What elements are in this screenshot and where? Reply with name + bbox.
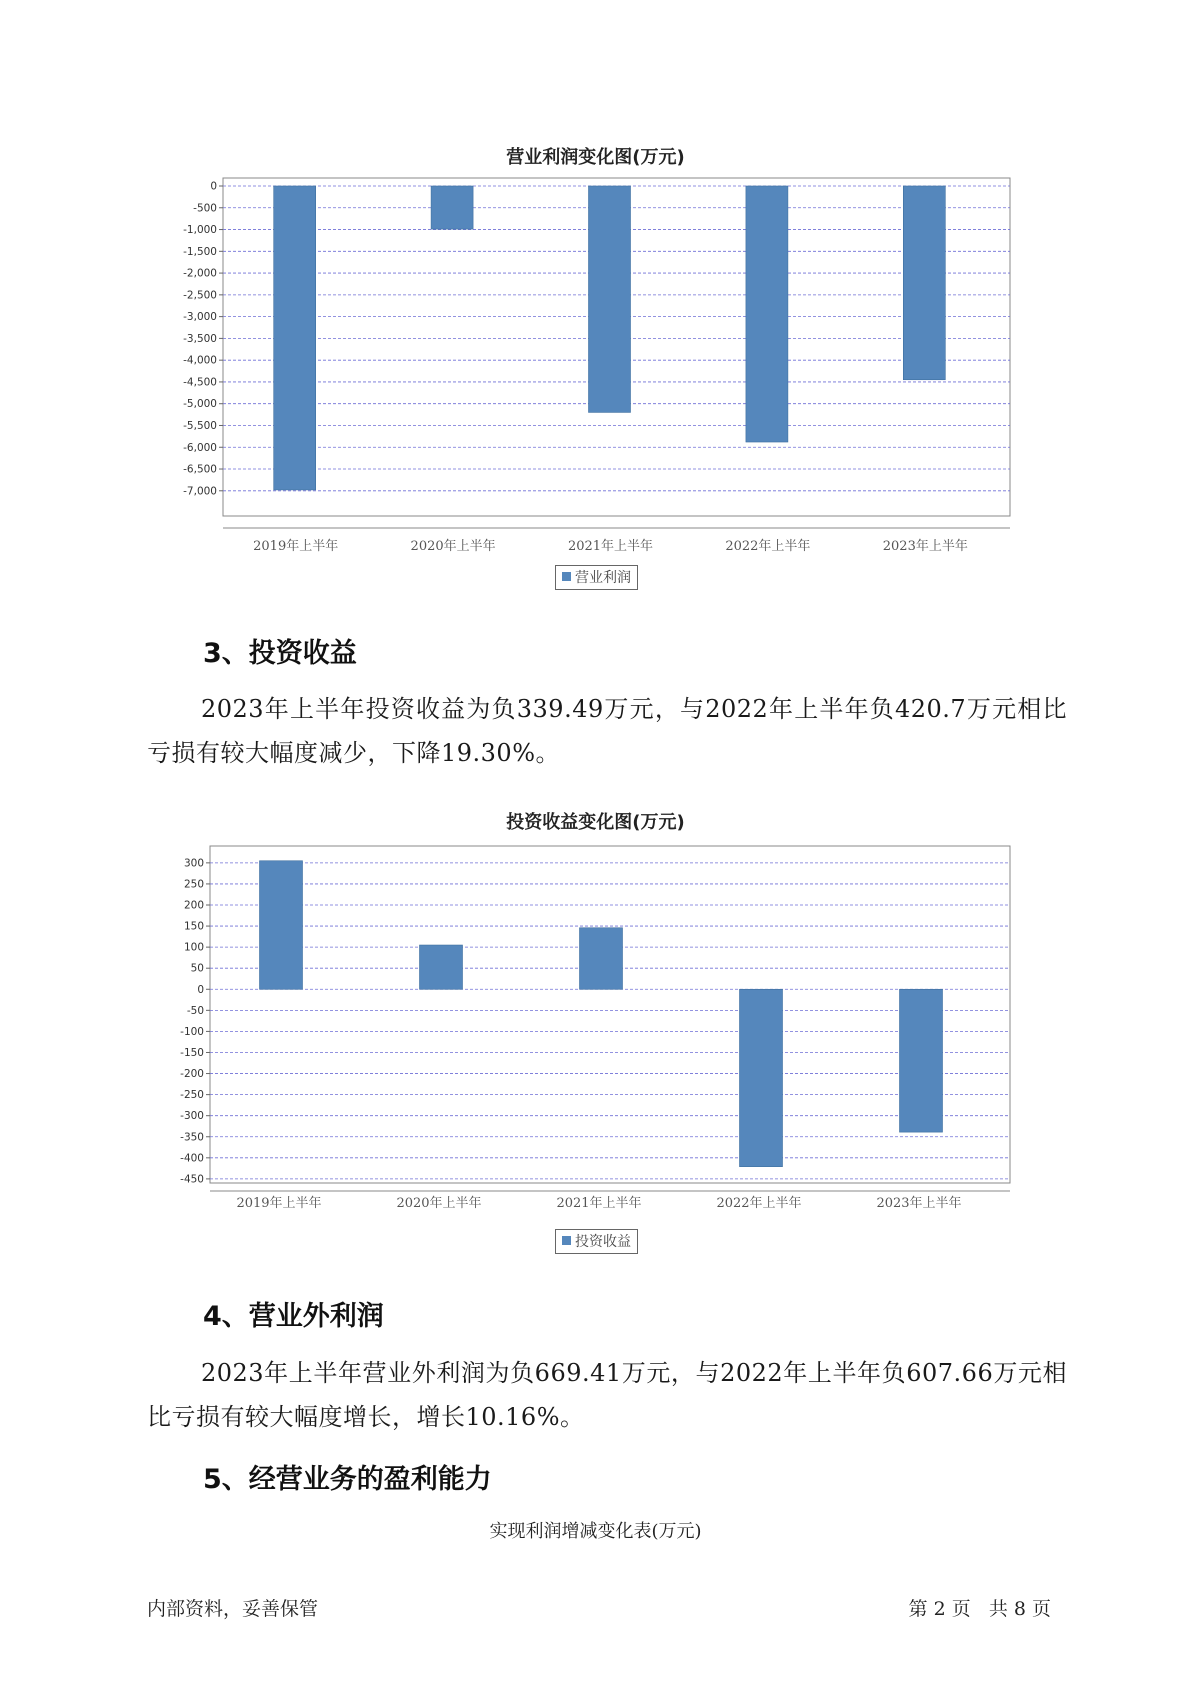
y-tick-label: -450 [180,1173,204,1186]
y-tick-label: -500 [193,202,217,215]
y-tick-label: -2,000 [183,267,217,280]
y-tick-label: -6,500 [183,463,217,476]
footer-confidential-note: 内部资料，妥善保管 [147,1598,319,1620]
y-tick-label: -3,500 [183,332,217,345]
y-tick-label: -4,500 [183,376,217,389]
y-tick-label: -200 [180,1068,204,1081]
y-tick-label: -4,000 [183,354,217,367]
category-label: 2019年上半年 [253,539,339,554]
y-tick-label: -6,000 [183,441,217,454]
section4-heading: 4、营业外利润 [203,1301,384,1332]
section3-paragraph: 2023年上半年投资收益为负339.49万元，与2022年上半年负420.7万元相比亏损有较大幅度减少，下降19.30%。 [147,695,1067,767]
section3-heading: 3、投资收益 [203,638,357,669]
y-tick-label: -5,000 [183,398,217,411]
category-label: 2023年上半年 [882,539,968,554]
chart2-title: 投资收益变化图(万元) [506,812,685,833]
y-tick-label: -7,000 [183,485,217,498]
bar [431,186,473,229]
chart2-investment-income [0,840,1191,1211]
bar [900,989,943,1132]
category-label: 2022年上半年 [716,1196,802,1211]
legend-swatch [562,1236,571,1245]
category-label: 2020年上半年 [396,1196,482,1211]
chart1-operating-profit [0,160,1191,554]
bar [740,989,783,1166]
y-tick-label: 50 [190,962,204,975]
chart2-legend-label: 投资收益 [575,1234,631,1250]
chart1-title: 营业利润变化图(万元) [506,147,685,168]
bar [274,186,316,490]
bar [903,186,945,380]
chart2-legend [555,1229,638,1254]
y-tick-label: -100 [180,1025,204,1038]
y-tick-label: 100 [183,941,204,954]
y-tick-label: 250 [183,878,204,891]
bar [746,186,788,442]
y-tick-label: -5,500 [183,419,217,432]
footer-page-number: 第 2 页 共 8 页 [908,1598,1051,1620]
y-tick-label: -3,000 [183,311,217,324]
bar [580,928,623,990]
bar [260,861,303,990]
y-tick-label: -350 [180,1131,204,1144]
category-label: 2023年上半年 [876,1196,962,1211]
bar [589,186,631,412]
table-title: 实现利润增减变化表(万元) [489,1521,702,1542]
y-tick-label: 300 [183,857,204,870]
category-label: 2019年上半年 [236,1196,322,1211]
plot-frame [210,846,1010,1183]
category-label: 2021年上半年 [567,539,654,554]
legend-swatch [562,572,571,581]
y-tick-label: 0 [210,180,217,193]
section4-paragraph: 2023年上半年营业外利润为负669.41万元，与2022年上半年负607.66万元相比亏损有较大幅度增长，增长10.16%。 [147,1359,1067,1431]
chart1-legend-label: 营业利润 [575,570,631,586]
y-tick-label: -50 [186,1004,204,1017]
y-tick-label: -150 [180,1046,204,1059]
section5-heading: 5、经营业务的盈利能力 [203,1464,492,1495]
y-tick-label: -400 [180,1152,204,1165]
y-tick-label: 200 [183,899,204,912]
y-tick-label: 0 [197,983,204,996]
y-tick-label: -1,000 [183,224,217,237]
category-label: 2022年上半年 [725,539,811,554]
category-label: 2020年上半年 [410,539,496,554]
category-label: 2021年上半年 [556,1196,642,1211]
y-tick-label: -2,500 [183,289,217,302]
y-tick-label: -1,500 [183,245,217,258]
y-tick-label: 150 [183,920,204,933]
y-tick-label: -250 [180,1089,204,1102]
y-tick-label: -300 [180,1110,204,1123]
bar [420,945,463,989]
chart1-legend [555,565,638,590]
